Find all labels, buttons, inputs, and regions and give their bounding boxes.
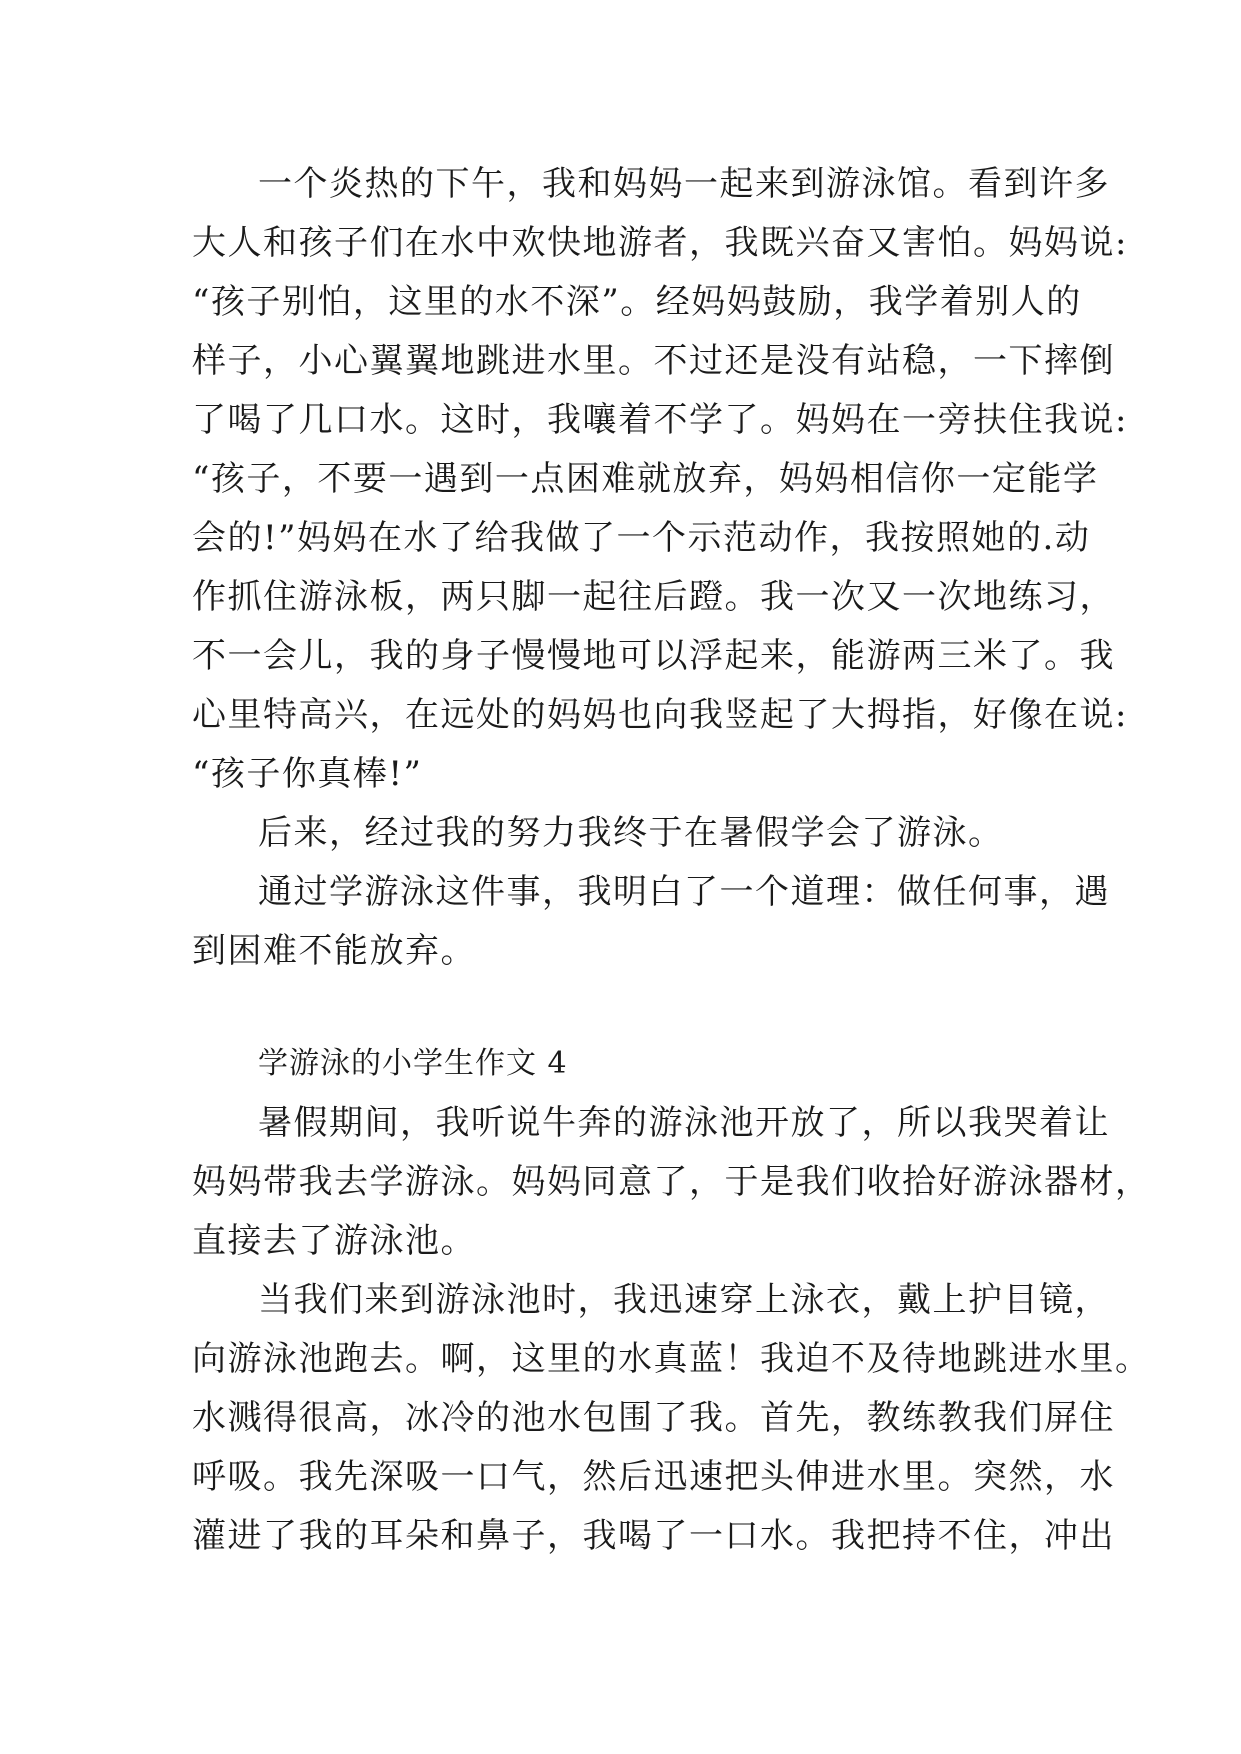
paragraph-1-line-11: “孩子你真棒!”	[192, 754, 423, 794]
paragraph-3-line-1: 通过学游泳这件事，我明白了一个道理：做任何事，遇	[258, 872, 1110, 912]
paragraph-4-line-3: 直接去了游泳池。	[192, 1221, 476, 1261]
paragraph-1-line-6: “孩子，不要一遇到一点困难就放弃，妈妈相信你一定能学	[192, 459, 1099, 499]
paragraph-5-line-1: 当我们来到游泳池时，我迅速穿上泳衣，戴上护目镜，	[258, 1280, 1110, 1320]
section-heading: 学游泳的小学生作文 4	[258, 1046, 568, 1081]
paragraph-1-line-1: 一个炎热的下午，我和妈妈一起来到游泳馆。看到许多	[258, 164, 1110, 204]
paragraph-1-line-10: 心里特高兴，在远处的妈妈也向我竖起了大拇指，好像在说:	[192, 695, 1128, 735]
paragraph-5-line-4: 呼吸。我先深吸一口气，然后迅速把头伸进水里。突然，水	[192, 1457, 1115, 1497]
paragraph-1-line-9: 不一会儿，我的身子慢慢地可以浮起来，能游两三米了。我	[192, 636, 1115, 676]
paragraph-3-line-2: 到困难不能放弃。	[192, 931, 476, 971]
paragraph-1-line-2: 大人和孩子们在水中欢快地游者，我既兴奋又害怕。妈妈说:	[192, 223, 1128, 263]
paragraph-4-line-1: 暑假期间，我听说牛奔的游泳池开放了，所以我哭着让	[258, 1103, 1110, 1143]
paragraph-1-line-3: “孩子别怕，这里的水不深”。经妈妈鼓励，我学着别人的	[192, 282, 1082, 322]
paragraph-5-line-5: 灌进了我的耳朵和鼻子，我喝了一口水。我把持不住，冲出	[192, 1516, 1115, 1556]
paragraph-2-line-1: 后来，经过我的努力我终于在暑假学会了游泳。	[258, 813, 1004, 853]
paragraph-1-line-4: 样子，小心翼翼地跳进水里。不过还是没有站稳，一下摔倒	[192, 341, 1115, 381]
paragraph-5-line-2: 向游泳池跑去。啊，这里的水真蓝！我迫不及待地跳进水里。	[192, 1339, 1151, 1379]
paragraph-4-line-2: 妈妈带我去学游泳。妈妈同意了，于是我们收拾好游泳器材，	[192, 1162, 1151, 1202]
paragraph-1-line-8: 作抓住游泳板，两只脚一起往后蹬。我一次又一次地练习，	[192, 577, 1115, 617]
paragraph-1-line-5: 了喝了几口水。这时，我嚷着不学了。妈妈在一旁扶住我说:	[192, 400, 1128, 440]
paragraph-1-line-7: 会的!”妈妈在水了给我做了一个示范动作，我按照她的.动	[192, 518, 1091, 558]
paragraph-5-line-3: 水溅得很高，冰冷的池水包围了我。首先，教练教我们屏住	[192, 1398, 1115, 1438]
